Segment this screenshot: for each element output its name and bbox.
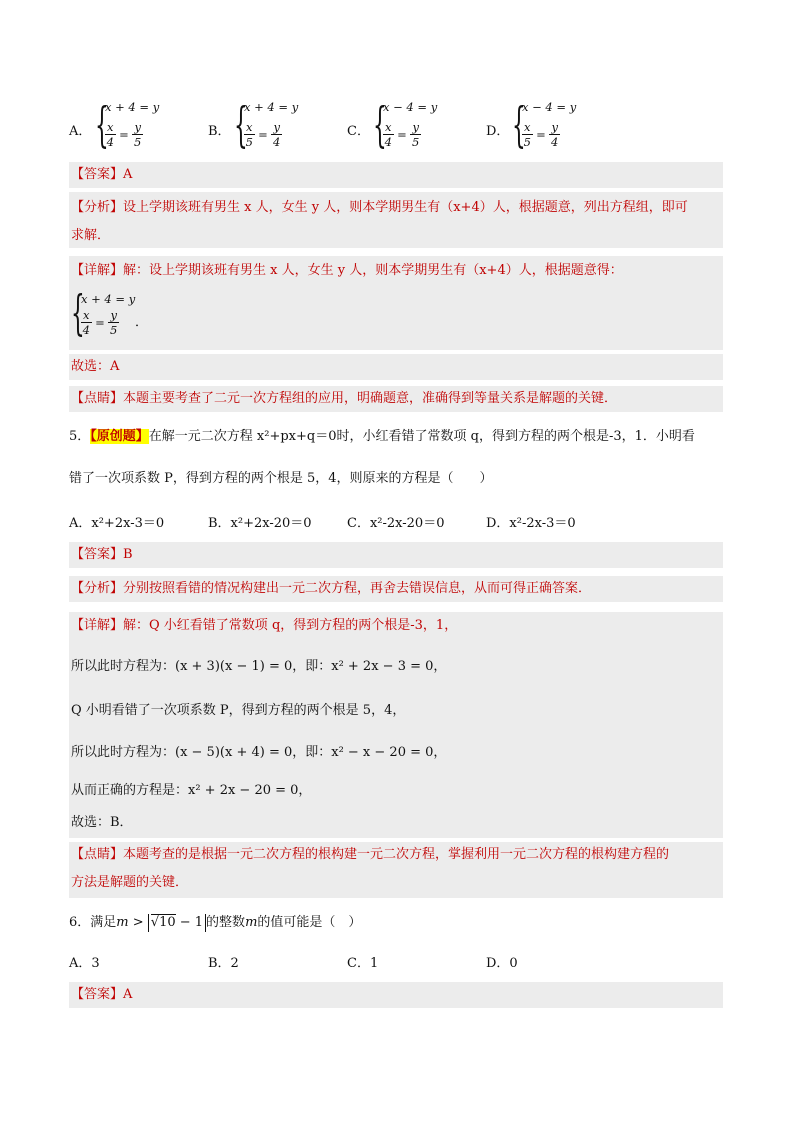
stem-text: 在解一元二次方程 x²+px+q＝0时，小红看错了常数项 q，得到方程的两个根是-3，1．小明看 [148,429,695,444]
option-frac-eq: $\frac{x}{4}$ = $\frac{y}{5}$ [106,120,142,149]
frac-num: x [83,308,90,322]
option-top-eq: x + 4 = y [244,100,299,114]
q6-option-d[interactable]: D．0 [486,956,518,971]
original-badge: 【原创题】 [90,429,149,444]
q4-option-c[interactable] [347,98,477,160]
q5-option-a[interactable]: A．x²+2x-3＝0 [69,516,165,531]
analysis-text-2: 求解． [71,228,111,243]
q6-option-b[interactable]: B．2 [208,956,239,971]
q6-option-c[interactable]: C．1 [347,956,379,971]
q4-choose [69,354,723,380]
detail-text: 解：设上学期该班有男生 x 人，女生 y 人，则本学期男生有（x+4）人，根据题意得： [123,263,623,278]
answer-value: A [123,987,133,1002]
q4-answer [69,162,723,188]
q4-option-d[interactable] [486,98,616,160]
q5-option-b[interactable]: B．x²+2x-20＝0 [208,516,312,531]
answer-value: B [123,547,133,562]
option-letter: B． [208,124,231,139]
comment-text: 本题主要考查了二元一次方程组的应用，明确题意，准确得到等量关系是解题的关键． [123,391,618,406]
comment-text: 本题考查的是根据一元二次方程的根构建一元二次方程，掌握利用一元二次方程的根构建方程的 [123,847,670,862]
q5-stem-line1 [69,428,723,448]
sys-top: x + 4 = y [81,292,136,306]
choose-text: 故选：B． [71,815,133,830]
question-number: 5． [69,429,91,444]
choose-text: 故选：A [71,359,120,374]
option-letter: C． [347,124,370,139]
q6-option-a[interactable]: A．3 [69,956,100,971]
stem-text: 6．满足 [69,915,117,930]
answer-tag: 【答案】 [71,547,124,562]
sqrt-expression: √10 [150,915,176,930]
brace: { [95,97,109,153]
analysis-tag: 【分析】 [71,581,124,596]
q5-option-c[interactable]: C．x²-2x-20＝0 [347,516,445,531]
option-top-eq: x + 4 = y [105,100,160,114]
comment-tag: 【点睛】 [71,391,124,406]
brace: { [512,97,526,153]
option-top-eq: x − 4 = y [522,100,577,114]
detail-tag: 【详解】 [71,618,124,633]
frac-den: 5 [110,323,118,337]
analysis-text: 分别按照看错的情况构建出一元二次方程，再舍去错误信息，从而可得正确答案． [123,581,592,596]
q4-option-a[interactable] [69,98,199,160]
answer-tag: 【答案】 [71,167,124,182]
option-letter: D． [486,124,510,139]
var-m: m [116,915,129,930]
detail-line-2: 所以此时方程为：(x + 3)(x − 1) = 0，即：x² + 2x − 3 = 0， [71,659,447,674]
q5-comment [69,842,723,898]
q5-analysis [69,576,723,602]
detail-text: 解：Q 小红看错了常数项 q，得到方程的两个根是-3，1， [123,618,458,633]
gt-sign: > [128,915,148,930]
detail-tag: 【详解】 [71,263,124,278]
abs-expression [148,914,206,932]
brace: { [373,97,387,153]
q5-option-d[interactable]: D．x²-2x-3＝0 [486,516,576,531]
frac-num: y [110,308,117,322]
var-m-2: m [245,915,258,930]
q4-detail [69,256,723,350]
stem-text-3: 的值可能是（ ） [257,915,362,930]
option-frac-eq: $\frac{x}{4}$ = $\frac{y}{5}$ [384,120,420,149]
answer-value: A [123,167,133,182]
q6-answer [69,982,723,1008]
detail-line-4: 所以此时方程为：(x − 5)(x + 4) = 0，即：x² − x − 20 = 0， [71,745,447,760]
analysis-text: 设上学期该班有男生 x 人，女生 y 人，则本学期男生有（x+4）人，根据题意，列出方程组，即可 [123,200,688,215]
q4-equation-system: { x + 4 = y $\frac{x}{4}$ = $\frac{y}{5}$ ． [71,285,149,341]
q4-analysis [69,192,723,248]
analysis-tag: 【分析】 [71,200,124,215]
detail-line-5: 从而正确的方程是：x² + 2x − 20 = 0， [71,783,312,798]
option-top-eq: x − 4 = y [383,100,438,114]
q5-answer [69,542,723,568]
stem-text-2: 的整数 [206,915,246,930]
answer-tag: 【答案】 [71,987,124,1002]
minus-one: − 1 [175,915,204,930]
option-frac-eq: $\frac{x}{5}$ = $\frac{y}{4}$ [523,120,559,149]
q5-detail [69,612,723,838]
sys-end: ． [135,315,149,330]
brace: { [234,97,248,153]
comment-text-2: 方法是解题的关键． [71,875,189,890]
q6-stem [69,914,723,934]
q4-option-b[interactable] [208,98,338,160]
q4-comment [69,386,723,412]
option-frac-eq: $\frac{x}{5}$ = $\frac{y}{4}$ [245,120,281,149]
frac-den: 4 [82,323,90,337]
detail-line-3: Q 小明看错了一次项系数 P，得到方程的两个根是 5，4， [71,703,406,718]
q5-stem-line2: 错了一次项系数 P，得到方程的两个根是 5，4，则原来的方程是（ ） [69,471,493,486]
option-letter: A． [69,124,92,139]
comment-tag: 【点睛】 [71,847,124,862]
